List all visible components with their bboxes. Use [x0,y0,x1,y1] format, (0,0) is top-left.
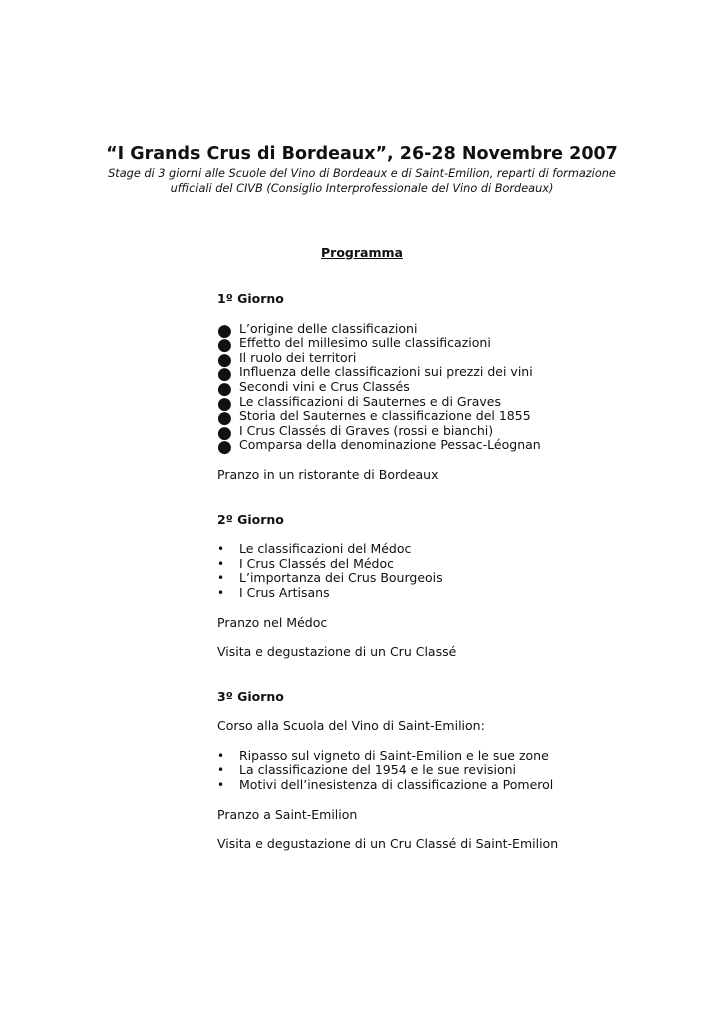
day2-visit: Visita e degustazione di un Cru Classé [217,644,457,660]
bullet-icon: • [217,542,225,557]
day1-list [217,320,677,458]
day2-lunch: Pranzo nel Médoc [217,614,328,630]
bullet-icon: ● [217,378,232,399]
bullet-icon: • [217,585,225,600]
list-item: • Ripasso sul vigneto di Saint-Emilion e le sue zone [217,747,549,763]
list-item: ● Effetto del millesimo sulle classificazioni [217,335,491,356]
bullet-icon: • [217,748,225,763]
document-subtitle: Stage di 3 giorni alle Scuole del Vino di Bordeaux e di Saint-Emilion, reparti di formazione ufficiali del CIVB (Consiglio Interprofessionale del Vino di Bordeaux) [108,167,616,195]
bullet-icon: ● [217,408,232,429]
day3-list [217,749,677,793]
list-item: ● L’origine delle classificazioni [217,320,418,341]
bullet-icon: ● [217,320,232,341]
bullet-icon: ● [217,349,232,370]
list-item: ● Secondi vini e Crus Classés [217,378,410,399]
day2-heading: 2º Giorno [217,511,284,527]
list-item: ● Influenza delle classificazioni sui prezzi dei vini [217,364,533,385]
bullet-icon: • [217,763,225,778]
list-item: ● Storia del Sauternes e classificazione del 1855 [217,408,531,429]
list-item: • La classificazione del 1954 e le sue revisioni [217,762,516,778]
day3-intro: Corso alla Scuola del Vino di Saint-Emilion: [217,718,485,734]
day3-visit: Visita e degustazione di un Cru Classé di Saint-Emilion [217,836,559,852]
day3-lunch: Pranzo a Saint-Emilion [217,806,358,822]
list-item: ● I Crus Classés di Graves (rossi e bianchi) [217,422,494,443]
bullet-icon: ● [217,393,232,414]
document-title: “I Grands Crus di Bordeaux”, 26-28 Novembre 2007 [106,144,618,164]
bullet-icon: • [217,778,225,793]
program-content [217,292,677,852]
day1-lunch: Pranzo in un ristorante di Bordeaux [217,466,439,482]
day2-list [217,542,677,600]
bullet-icon: ● [217,335,232,356]
list-item: • L’importanza dei Crus Bourgeois [217,570,443,586]
program-heading: Programma [321,245,403,260]
bullet-icon: • [217,571,225,586]
list-item: • Le classificazioni del Médoc [217,541,412,557]
bullet-icon: ● [217,437,232,458]
bullet-icon: • [217,556,225,571]
day1-heading: 1º Giorno [217,291,284,306]
list-item: • I Crus Classés del Médoc [217,555,394,571]
bullet-icon: ● [217,422,232,443]
list-item: ● Comparsa della denominazione Pessac-Léognan [217,437,541,458]
day3-heading: 3º Giorno [217,688,284,704]
list-item: ● Il ruolo dei territori [217,349,357,370]
list-item: • I Crus Artisans [217,584,330,600]
list-item: • Motivi dell’inesistenza di classificazione a Pomerol [217,777,554,793]
list-item: ● Le classificazioni di Sauternes e di Graves [217,393,502,414]
bullet-icon: ● [217,364,232,385]
